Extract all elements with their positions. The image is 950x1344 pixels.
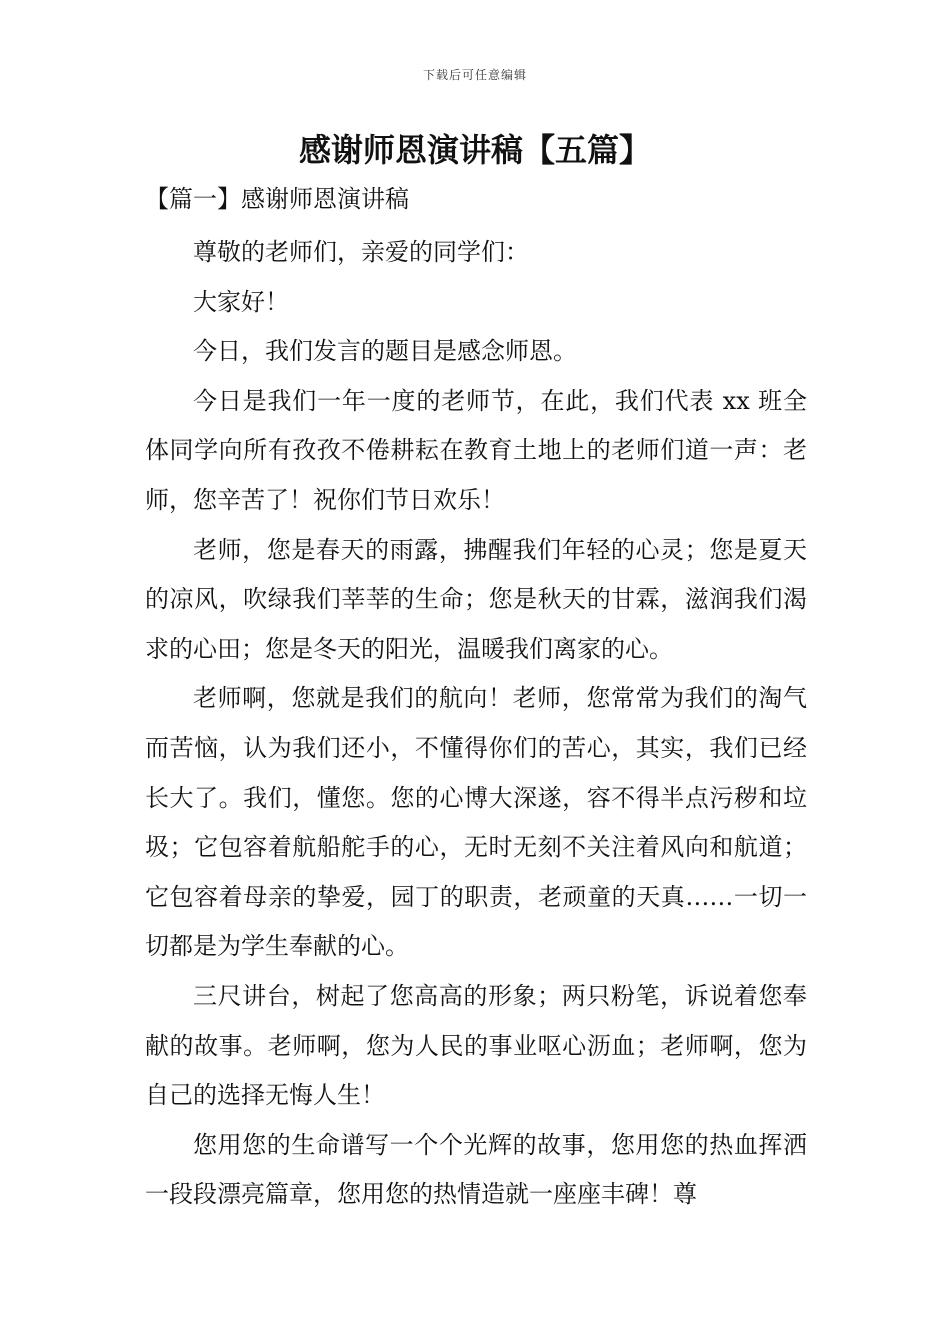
paragraph-hello: 大家好！ <box>193 287 289 316</box>
paragraph-podium: 三尺讲台，树起了您高高的形象；两只粉笔，诉说着您奉献的故事。老师啊，您为人民的事业呕心沥血；老师啊，您为自己的选择无悔人生！ <box>145 981 807 1110</box>
paragraph-topic: 今日，我们发言的题目是感念师恩。 <box>193 337 577 366</box>
paragraph-teachers-day: 今日是我们一年一度的老师节，在此，我们代表 xx 班全体同学向所有孜孜不倦耕耘在教育土地上的老师们道一声：老师，您辛苦了！祝你们节日欢乐！ <box>145 386 807 514</box>
header-note: 下载后可任意编辑 <box>422 68 527 82</box>
body-text <box>145 228 807 1220</box>
paragraph-life: 您用您的生命谱写一个个光辉的故事，您用您的热血挥洒一段段漂亮篇章，您用您的热情造就一座座丰碑！尊 <box>145 1130 807 1209</box>
paragraph-seasons: 老师，您是春天的雨露，拂醒我们年轻的心灵；您是夏天的凉风，吹绿我们莘莘的生命；您是秋天的甘霖，滋润我们渴求的心田；您是冬天的阳光，温暖我们离家的心。 <box>145 535 807 663</box>
section-heading: 【篇一】感谢师恩演讲稿 <box>145 185 409 213</box>
paragraph-greeting: 尊敬的老师们，亲爱的同学们： <box>193 238 529 266</box>
document-title: 感谢师恩演讲稿【五篇】 <box>298 131 651 169</box>
paragraph-direction: 老师啊，您就是我们的航向！老师，您常常为我们的淘气而苦恼，认为我们还小，不懂得你们的苦心，其实，我们已经长大了。我们，懂您。您的心博大深遂，容不得半点污秽和垃圾；它包容着航船舵手的心，无时无刻不关注着风向和航道；它包容着母亲的挚爱，园丁的职责，老顽童的天真……一切一切都是为学生奉献的心。 <box>145 684 807 961</box>
